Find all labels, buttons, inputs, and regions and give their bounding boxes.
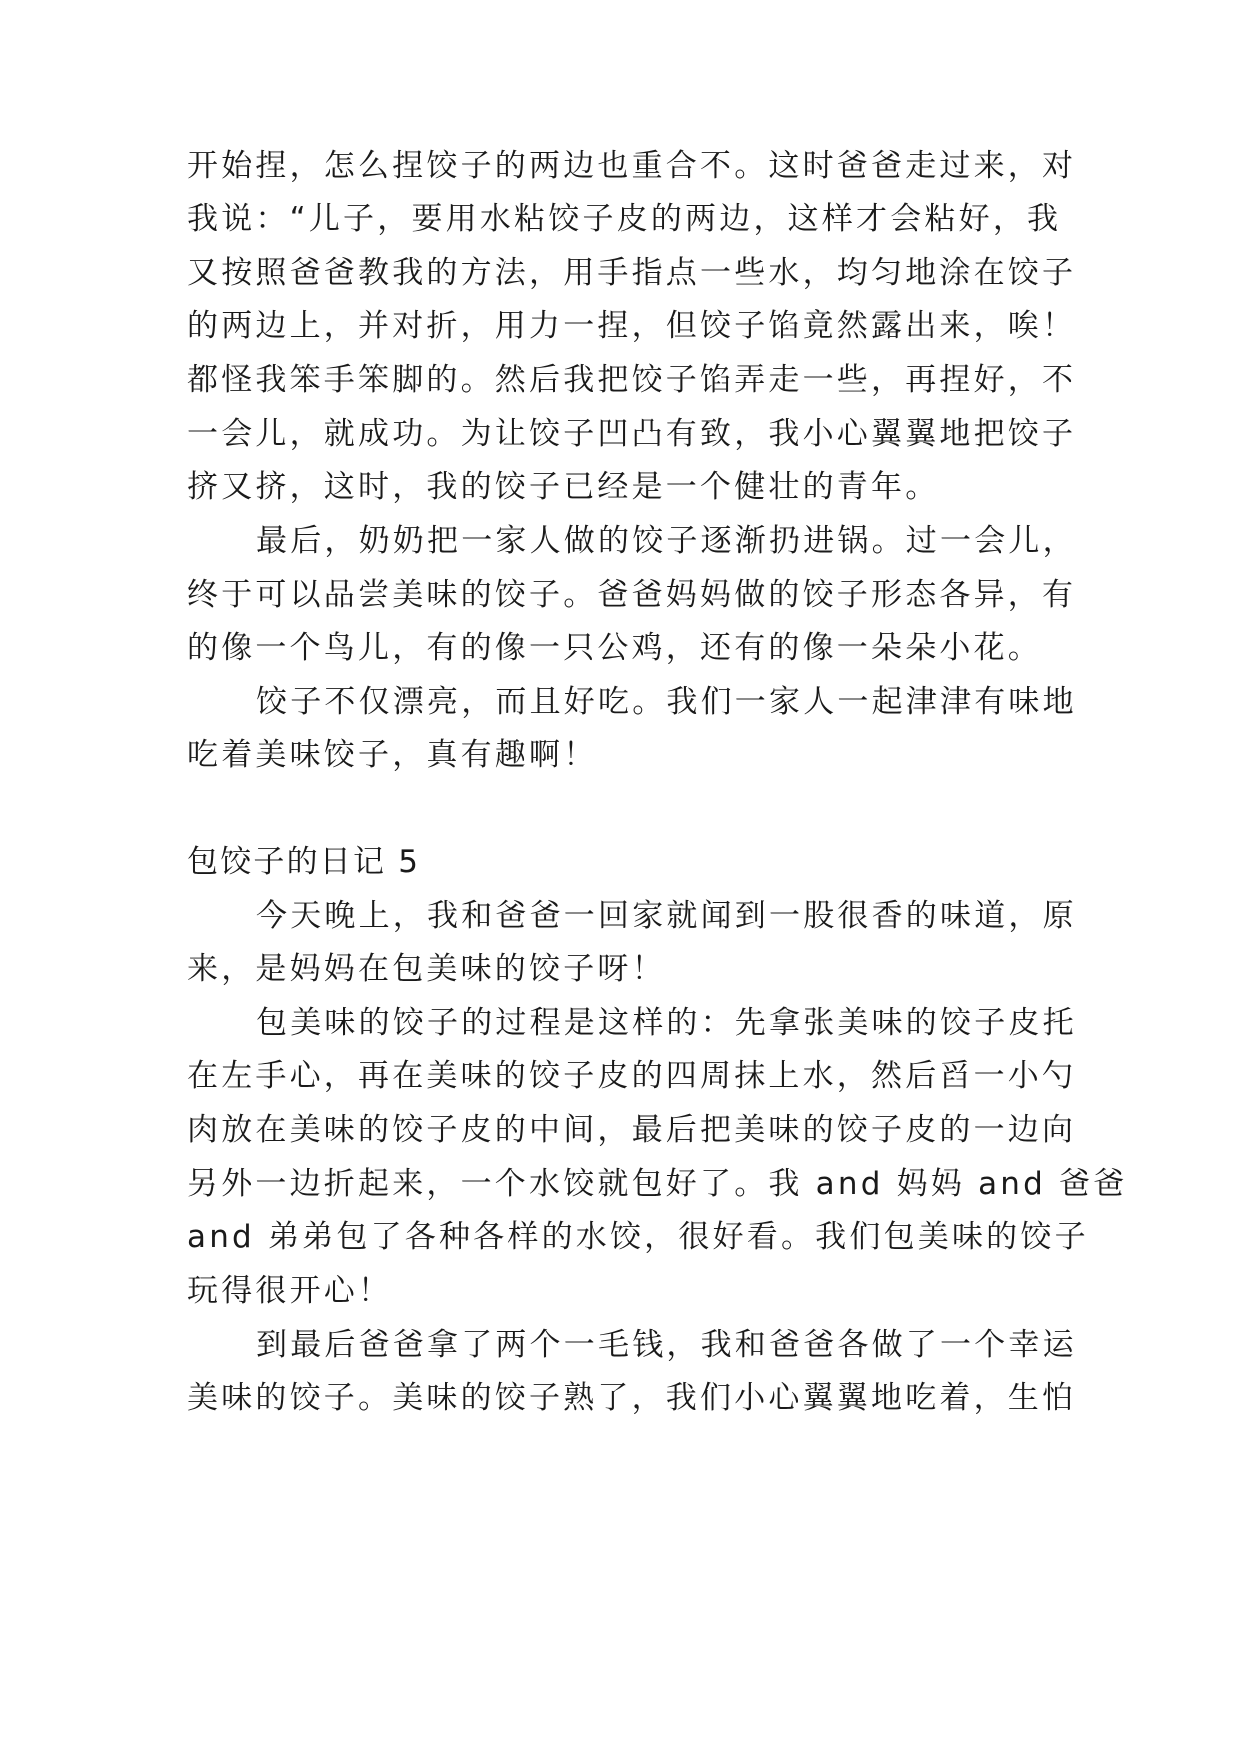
paragraph-line: 来，是妈妈在包美味的饺子呀！ bbox=[187, 951, 666, 987]
paragraph-line: 的两边上，并对折，用力一捏，但饺子馅竟然露出来，唉！ bbox=[187, 308, 1077, 344]
paragraph-line: 我说：“儿子，要用水粘饺子皮的两边，这样才会粘好，我 bbox=[187, 201, 1062, 237]
paragraph-line: 美味的饺子。美味的饺子熟了，我们小心翼翼地吃着，生怕 bbox=[187, 1380, 1077, 1416]
paragraph-line: 又按照爸爸教我的方法，用手指点一些水，均匀地涂在饺子 bbox=[187, 255, 1077, 291]
paragraph-line: 今天晚上，我和爸爸一回家就闻到一股很香的味道，原 bbox=[256, 898, 1077, 934]
paragraph-line: 饺子不仅漂亮，而且好吃。我们一家人一起津津有味地 bbox=[256, 684, 1077, 720]
paragraph-line: 开始捏，怎么捏饺子的两边也重合不。这时爸爸走过来，对 bbox=[187, 148, 1077, 184]
paragraph-line: 另外一边折起来，一个水饺就包好了。我 and 妈妈 and 爸爸 bbox=[187, 1166, 1128, 1202]
paragraph-line: 玩得很开心！ bbox=[187, 1273, 393, 1309]
paragraph-line: 到最后爸爸拿了两个一毛钱，我和爸爸各做了一个幸运 bbox=[256, 1327, 1077, 1363]
paragraph-line: 在左手心，再在美味的饺子皮的四周抹上水，然后舀一小勺 bbox=[187, 1058, 1077, 1094]
paragraph-line: and 弟弟包了各种各样的水饺，很好看。我们包美味的饺子 bbox=[187, 1219, 1089, 1255]
paragraph-line: 的像一个鸟儿，有的像一只公鸡，还有的像一朵朵小花。 bbox=[187, 630, 1042, 666]
paragraph-line: 肉放在美味的饺子皮的中间，最后把美味的饺子皮的一边向 bbox=[187, 1112, 1077, 1148]
paragraph-line: 包美味的饺子的过程是这样的：先拿张美味的饺子皮托 bbox=[256, 1005, 1077, 1041]
paragraph-line: 最后，奶奶把一家人做的饺子逐渐扔进锅。过一会儿， bbox=[256, 523, 1077, 559]
paragraph-line: 一会儿，就成功。为让饺子凹凸有致，我小心翼翼地把饺子 bbox=[187, 416, 1077, 452]
paragraph-line: 吃着美味饺子，真有趣啊！ bbox=[187, 737, 598, 773]
paragraph-line: 挤又挤，这时，我的饺子已经是一个健壮的青年。 bbox=[187, 469, 940, 505]
section-heading: 包饺子的日记 5 bbox=[187, 844, 421, 880]
paragraph-line: 都怪我笨手笨脚的。然后我把饺子馅弄走一些，再捏好，不 bbox=[187, 362, 1077, 398]
paragraph-line: 终于可以品尝美味的饺子。爸爸妈妈做的饺子形态各异，有 bbox=[187, 577, 1077, 613]
